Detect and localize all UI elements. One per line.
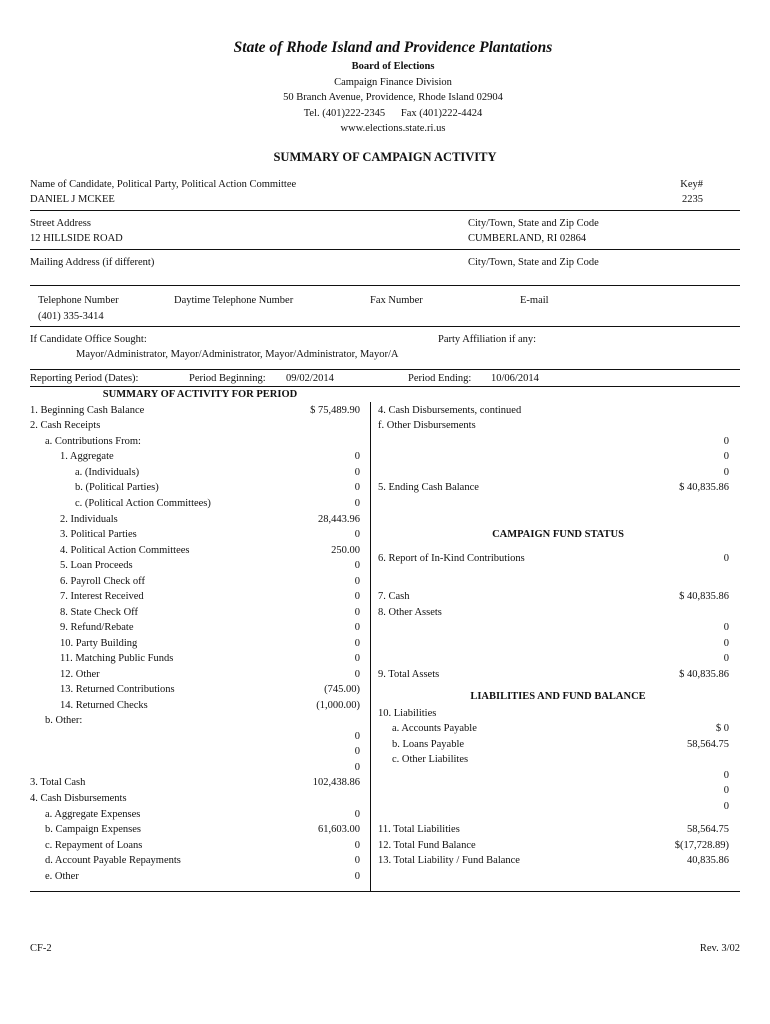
telephone-label: Telephone Number <box>38 295 119 306</box>
status-row-value: 58,564.75 <box>687 824 729 835</box>
summary-row-value: 0 <box>354 576 360 587</box>
office-address: 50 Branch Avenue, Providence, Rhode Island 02904 <box>283 92 503 103</box>
summary-row-value: 0 <box>354 591 360 602</box>
status-row-value: 0 <box>723 653 729 664</box>
status-row-label: 7. Cash <box>378 591 410 602</box>
status-row-value: 0 <box>723 801 729 812</box>
status-row-label: 8. Other Assets <box>378 607 442 618</box>
summary-row-value: 0 <box>354 560 360 571</box>
summary-row-value: (1,000.00) <box>316 700 360 711</box>
form-id: CF-2 <box>30 943 52 954</box>
summary-row-value: 0 <box>354 467 360 478</box>
divider <box>30 285 740 286</box>
section-heading: CAMPAIGN FUND STATUS <box>492 529 624 540</box>
status-row-label: 10. Liabilities <box>378 708 437 719</box>
status-row-value: $ 40,835.86 <box>679 591 729 602</box>
status-row-value: 0 <box>723 770 729 781</box>
website: www.elections.state.ri.us <box>340 123 446 134</box>
summary-row-label: b. Campaign Expenses <box>45 824 141 835</box>
summary-row-value: (745.00) <box>324 684 360 695</box>
city-label: City/Town, State and Zip Code <box>468 218 599 229</box>
summary-row-label: 2. Cash Receipts <box>30 420 101 431</box>
summary-row-value: 61,603.00 <box>318 824 360 835</box>
name-label: Name of Candidate, Political Party, Political Action Committee <box>30 179 297 190</box>
key-number: 2235 <box>682 194 703 205</box>
summary-row-label: 12. Other <box>60 669 100 680</box>
section-heading: LIABILITIES AND FUND BALANCE <box>470 691 646 702</box>
summary-row-value: 0 <box>354 653 360 664</box>
divider <box>30 369 740 370</box>
status-row-value: 58,564.75 <box>687 739 729 750</box>
summary-row-value: 0 <box>354 622 360 633</box>
summary-row-label: a. (Individuals) <box>75 467 140 478</box>
fax-label: Fax Number <box>370 295 423 306</box>
summary-row-label: 3. Total Cash <box>30 777 86 788</box>
status-row-value: 0 <box>723 451 729 462</box>
street-label: Street Address <box>30 218 91 229</box>
divider <box>30 210 740 211</box>
summary-row-value: $ 75,489.90 <box>310 405 360 416</box>
summary-row-label: 14. Returned Checks <box>60 700 148 711</box>
state-title: State of Rhode Island and Providence Plantations <box>233 39 553 56</box>
summary-row-value: 28,443.96 <box>318 514 360 525</box>
summary-row-value: 0 <box>354 840 360 851</box>
party-affiliation-label: Party Affiliation if any: <box>438 334 537 345</box>
status-row-value: 0 <box>723 622 729 633</box>
summary-row-label: c. (Political Action Committees) <box>75 498 211 509</box>
summary-row-label: b. Other: <box>45 715 83 726</box>
status-row-value: $(17,728.89) <box>674 840 729 851</box>
summary-row-label: 8. State Check Off <box>60 607 138 618</box>
summary-row-value: 0 <box>354 731 360 742</box>
divider <box>30 326 740 327</box>
form-title: SUMMARY OF CAMPAIGN ACTIVITY <box>273 150 497 164</box>
divider <box>30 249 740 250</box>
column-divider <box>370 402 371 891</box>
summary-row-label: 7. Interest Received <box>60 591 144 602</box>
summary-row-label: 4. Political Action Committees <box>60 545 190 556</box>
daytime-phone-label: Daytime Telephone Number <box>174 295 294 306</box>
summary-row-label: 11. Matching Public Funds <box>60 653 174 664</box>
summary-row-label: 3. Political Parties <box>60 529 137 540</box>
divider <box>30 386 740 387</box>
summary-row-label: a. Aggregate Expenses <box>45 809 141 820</box>
status-row-label: 9. Total Assets <box>378 669 440 680</box>
summary-row-value: 0 <box>354 498 360 509</box>
summary-heading: SUMMARY OF ACTIVITY FOR PERIOD <box>102 389 298 400</box>
status-row-label: 6. Report of In-Kind Contributions <box>378 553 525 564</box>
status-row-value: 0 <box>723 467 729 478</box>
status-row-value: $ 40,835.86 <box>679 482 729 493</box>
status-row-label: b. Loans Payable <box>392 739 465 750</box>
office-sought: Mayor/Administrator, Mayor/Administrator, Mayor/Administrator, Mayor/A <box>76 350 399 360</box>
summary-row-label: a. Contributions From: <box>45 436 141 447</box>
status-row-value: $ 0 <box>715 723 729 734</box>
status-row-value: $ 40,835.86 <box>679 669 729 680</box>
summary-row-label: c. Repayment of Loans <box>45 840 143 851</box>
street-address: 12 HILLSIDE ROAD <box>30 233 123 244</box>
summary-row-value: 0 <box>354 746 360 757</box>
division-name: Campaign Finance Division <box>334 77 452 88</box>
phone-fax: Tel. (401)222-2345 Fax (401)222-4424 <box>303 108 483 119</box>
status-row-label: 12. Total Fund Balance <box>378 840 476 851</box>
candidate-name: DANIEL J MCKEE <box>30 194 115 205</box>
summary-row-value: 0 <box>354 482 360 493</box>
email-label: E-mail <box>520 295 549 306</box>
divider <box>30 891 740 892</box>
summary-row-value: 0 <box>354 669 360 680</box>
status-row-label: a. Accounts Payable <box>392 723 477 734</box>
summary-row-label: 6. Payroll Check off <box>60 576 145 587</box>
status-row-label: f. Other Disbursements <box>378 420 476 431</box>
summary-row-value: 0 <box>354 809 360 820</box>
summary-row-value: 250.00 <box>331 545 360 556</box>
summary-row-value: 0 <box>354 529 360 540</box>
summary-row-label: d. Account Payable Repayments <box>45 855 181 866</box>
summary-row-value: 0 <box>354 855 360 866</box>
status-row-value: 0 <box>723 553 729 564</box>
period-ending-label: Period Ending: <box>408 373 472 384</box>
summary-row-label: 2. Individuals <box>60 514 118 525</box>
status-row-value: 0 <box>723 785 729 796</box>
summary-row-label: 4. Cash Disbursements <box>30 793 127 804</box>
status-row-value: 0 <box>723 638 729 649</box>
reporting-period-label: Reporting Period (Dates): <box>30 373 139 384</box>
summary-row-label: 9. Refund/Rebate <box>60 622 134 633</box>
summary-row-value: 0 <box>354 871 360 882</box>
summary-row-label: b. (Political Parties) <box>75 482 159 493</box>
summary-row-value: 0 <box>354 607 360 618</box>
mailing-label: Mailing Address (if different) <box>30 257 155 268</box>
period-beginning: 09/02/2014 <box>286 373 334 384</box>
summary-row-value: 102,438.86 <box>312 777 360 788</box>
summary-row-label: 5. Loan Proceeds <box>60 560 133 571</box>
telephone-number: (401) 335-3414 <box>38 311 104 322</box>
key-label: Key# <box>680 179 703 190</box>
city-state-zip: CUMBERLAND, RI 02864 <box>468 233 587 244</box>
revision: Rev. 3/02 <box>699 943 740 954</box>
summary-row-value: 0 <box>354 451 360 462</box>
status-row-label: 11. Total Liabilities <box>378 824 460 835</box>
status-row-label: 5. Ending Cash Balance <box>378 482 479 493</box>
status-row-label: 13. Total Liability / Fund Balance <box>378 855 520 866</box>
summary-row-label: 1. Aggregate <box>60 451 114 462</box>
status-row-value: 0 <box>723 436 729 447</box>
period-ending: 10/06/2014 <box>491 373 539 384</box>
status-row-value: 40,835.86 <box>687 855 729 866</box>
board-name: Board of Elections <box>351 61 435 72</box>
summary-row-value: 0 <box>354 762 360 773</box>
status-row-label: c. Other Liabilites <box>392 754 469 765</box>
summary-row-value: 0 <box>354 638 360 649</box>
office-sought-label: If Candidate Office Sought: <box>30 334 147 345</box>
mailing-city-label: City/Town, State and Zip Code <box>468 257 599 268</box>
summary-row-label: 13. Returned Contributions <box>60 684 175 695</box>
summary-row-label: 10. Party Building <box>60 638 138 649</box>
summary-row-label: e. Other <box>45 871 79 882</box>
status-row-label: 4. Cash Disbursements, continued <box>378 405 522 416</box>
summary-row-label: 1. Beginning Cash Balance <box>30 405 145 416</box>
period-beginning-label: Period Beginning: <box>189 373 266 384</box>
